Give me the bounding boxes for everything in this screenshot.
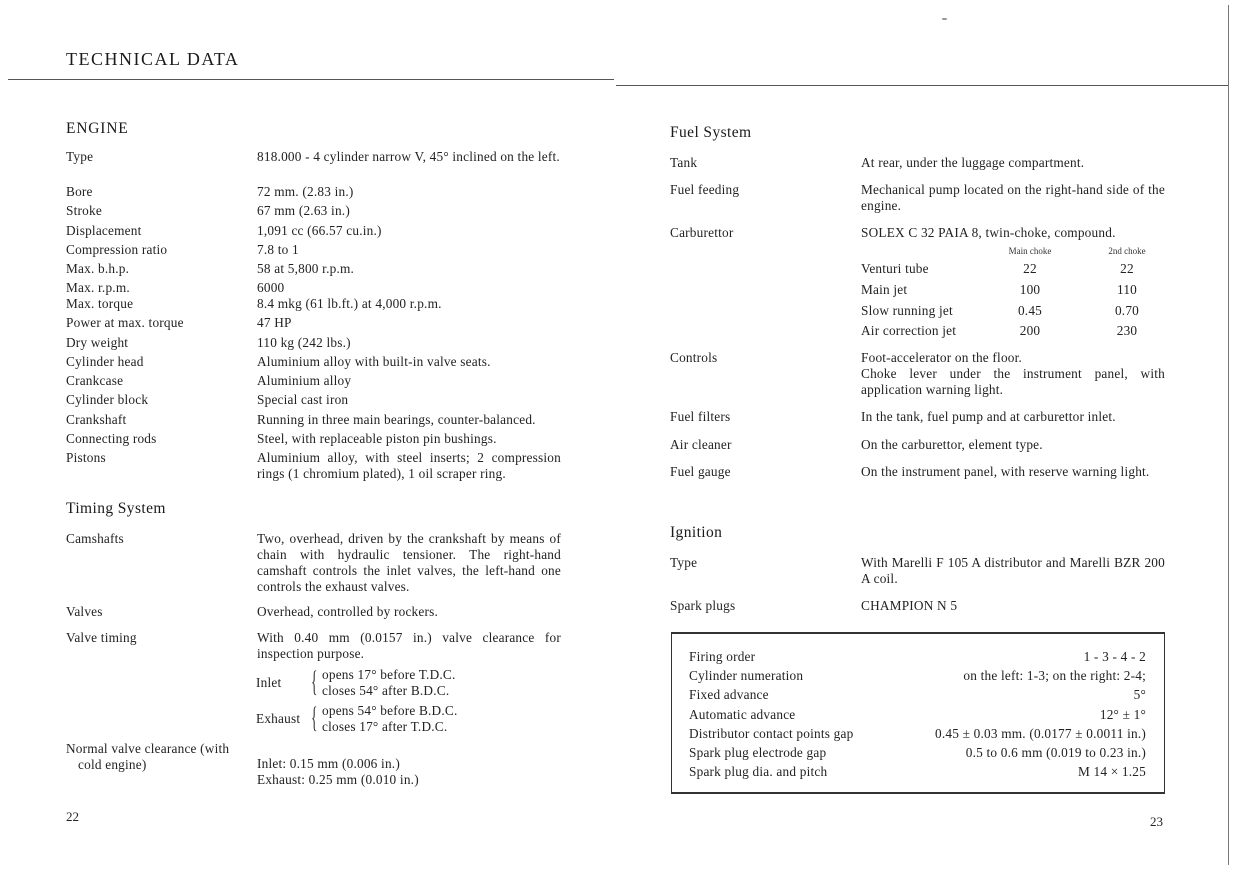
gauge-value: On the instrument panel, with reserve warning light. — [861, 464, 1150, 479]
feeding-value: Mechanical pump located on the right-hand side of the engine. — [861, 182, 1165, 213]
box-row-label: Automatic advance — [689, 706, 796, 722]
feeding-label: Fuel feeding — [670, 182, 740, 197]
choke-col-second: 2nd choke — [1108, 246, 1146, 256]
engine-row-label: Displacement — [66, 223, 142, 238]
box-row-value: 1 - 3 - 4 - 2 — [1083, 649, 1146, 664]
engine-row-label: Max. r.p.m. — [66, 280, 130, 295]
engine-row-value: 72 mm. (2.83 in.) — [257, 184, 354, 199]
box-row-label: Distributor contact points gap — [689, 725, 854, 741]
air-cleaner-label: Air cleaner — [670, 437, 732, 452]
choke-row-second: 230 — [1116, 323, 1138, 338]
spark-plugs-value: CHAMPION N 5 — [861, 598, 958, 613]
engine-row-label: Power at max. torque — [66, 315, 184, 330]
engine-row-value: 8.4 mkg (61 lb.ft.) at 4,000 r.p.m. — [257, 296, 442, 311]
engine-row-value: Steel, with replaceable piston pin bushings. — [257, 431, 497, 446]
controls-value-2: Choke lever under the instrument panel, with application warning light. — [861, 366, 1165, 397]
carb-value: SOLEX C 32 PAIA 8, twin-choke, compound. — [861, 225, 1116, 240]
valves-label: Valves — [66, 604, 103, 619]
timing-heading: Timing System — [66, 500, 166, 517]
engine-row-value: 6000 — [257, 280, 285, 295]
page-number-left: 22 — [66, 809, 79, 824]
tank-value: At rear, under the luggage compartment. — [861, 155, 1085, 170]
spark-plugs-label: Spark plugs — [670, 598, 736, 613]
exhaust-label: Exhaust — [256, 711, 301, 726]
clearance-label-2: cold engine) — [78, 757, 147, 772]
choke-row-label: Main jet — [861, 282, 908, 297]
box-row-label: Spark plug dia. and pitch — [689, 764, 828, 780]
engine-row-value: Aluminium alloy — [257, 373, 352, 388]
filters-value: In the tank, fuel pump and at carburettor inlet. — [861, 409, 1116, 424]
inlet-closes: closes 54° after B.D.C. — [322, 683, 450, 698]
engine-row-value: Aluminium alloy with built-in valve seats. — [257, 354, 491, 369]
choke-row-second: 110 — [1116, 282, 1138, 297]
engine-row-label: Pistons — [66, 450, 106, 465]
engine-row-value: 7.8 to 1 — [257, 242, 299, 257]
engine-row-label: Crankcase — [66, 373, 124, 388]
engine-row-value: Special cast iron — [257, 392, 349, 407]
fuel-heading: Fuel System — [670, 124, 752, 141]
valves-value: Overhead, controlled by rockers. — [257, 604, 439, 619]
tank-label: Tank — [670, 155, 698, 170]
engine-row-value: 47 HP — [257, 315, 292, 330]
clearance-exhaust: Exhaust: 0.25 mm (0.010 in.) — [257, 772, 419, 787]
title-rule — [8, 79, 614, 80]
engine-row-value: Aluminium alloy, with steel inserts; 2 compression rings (1 chromium plated), 1 oil scraper ring. — [257, 450, 561, 481]
box-row-label: Spark plug electrode gap — [689, 745, 827, 760]
box-row-label: Firing order — [689, 649, 756, 664]
choke-row-main: 22 — [1023, 261, 1037, 276]
engine-row-label: Type — [66, 149, 94, 164]
print-speck — [942, 18, 947, 20]
page-title: TECHNICAL DATA — [66, 49, 240, 69]
inlet-brace: { — [311, 665, 318, 698]
choke-row-second: 0.70 — [1114, 303, 1140, 318]
carb-label: Carburettor — [670, 225, 734, 240]
box-row-value: on the left: 1-3; on the right: 2-4; — [963, 668, 1146, 684]
page-edge-line — [1228, 5, 1229, 865]
engine-row-label: Dry weight — [66, 335, 129, 350]
exhaust-closes: closes 17° after T.D.C. — [322, 719, 448, 734]
choke-row-main: 100 — [1019, 282, 1041, 297]
exhaust-brace: { — [311, 701, 318, 734]
box-row-label: Cylinder numeration — [689, 668, 804, 684]
camshafts-label: Camshafts — [66, 531, 124, 546]
choke-row-main: 200 — [1019, 323, 1041, 338]
box-row-label: Fixed advance — [689, 687, 769, 703]
engine-row-label: Connecting rods — [66, 431, 157, 446]
inlet-opens: opens 17° before T.D.C. — [322, 667, 456, 682]
choke-row-second: 22 — [1120, 261, 1134, 276]
choke-row-label: Slow running jet — [861, 303, 953, 318]
engine-row-label: Bore — [66, 184, 93, 199]
engine-row-label: Max. torque — [66, 296, 134, 311]
camshafts-value: Two, overhead, driven by the crankshaft by means of chain with hydraulic tensioner. The right-hand camshaft controls the inlet valves, the left-hand one controls the exhaust valves. — [257, 531, 561, 594]
title-rule-right — [616, 85, 1228, 86]
page-number-right: 23 — [1150, 814, 1163, 829]
clearance-inlet: Inlet: 0.15 mm (0.006 in.) — [257, 756, 400, 771]
choke-row-label: Air correction jet — [861, 323, 957, 338]
engine-row-value: 110 kg (242 lbs.) — [257, 335, 351, 350]
controls-value-1: Foot-accelerator on the floor. — [861, 350, 1023, 365]
engine-row-label: Crankshaft — [66, 412, 127, 427]
valve-timing-label: Valve timing — [66, 630, 137, 645]
choke-row-main: 0.45 — [1017, 303, 1043, 318]
box-row-value: 0.5 to 0.6 mm (0.019 to 0.23 in.) — [965, 745, 1146, 760]
engine-row-label: Compression ratio — [66, 242, 168, 257]
engine-row-value: Running in three main bearings, counter-balanced. — [257, 412, 536, 427]
clearance-label-1: Normal valve clearance (with — [66, 741, 230, 756]
inlet-label: Inlet — [256, 675, 282, 690]
controls-label: Controls — [670, 350, 718, 365]
box-row-value: 5° — [1133, 687, 1146, 703]
ignition-heading: Ignition — [670, 524, 723, 541]
engine-row-label: Cylinder head — [66, 354, 144, 369]
engine-row-value: 58 at 5,800 r.p.m. — [257, 261, 355, 276]
engine-row-value: 818.000 - 4 cylinder narrow V, 45° inclined on the left. — [257, 149, 560, 164]
engine-row-label: Stroke — [66, 203, 102, 218]
filters-label: Fuel filters — [670, 409, 731, 424]
engine-row-label: Max. b.h.p. — [66, 261, 130, 276]
valve-timing-value: With 0.40 mm (0.0157 in.) valve clearance for inspection purpose. — [257, 630, 561, 661]
box-row-value: 0.45 ± 0.03 mm. (0.0177 ± 0.0011 in.) — [935, 725, 1146, 741]
choke-col-main: Main choke — [1008, 246, 1052, 256]
box-row-value: M 14 × 1.25 — [1077, 764, 1146, 780]
engine-heading: ENGINE — [66, 120, 129, 137]
air-cleaner-value: On the carburettor, element type. — [861, 437, 1043, 452]
engine-row-value: 67 mm (2.63 in.) — [257, 203, 350, 218]
engine-row-label: Cylinder block — [66, 392, 149, 407]
exhaust-opens: opens 54° before B.D.C. — [322, 703, 458, 718]
box-row-value: 12° ± 1° — [1099, 706, 1146, 722]
ignition-type-label: Type — [670, 555, 698, 570]
choke-row-label: Venturi tube — [861, 261, 929, 276]
ignition-type-value: With Marelli F 105 A distributor and Marelli BZR 200 A coil. — [861, 555, 1165, 586]
engine-row-value: 1,091 cc (66.57 cu.in.) — [257, 223, 382, 238]
gauge-label: Fuel gauge — [670, 464, 731, 479]
